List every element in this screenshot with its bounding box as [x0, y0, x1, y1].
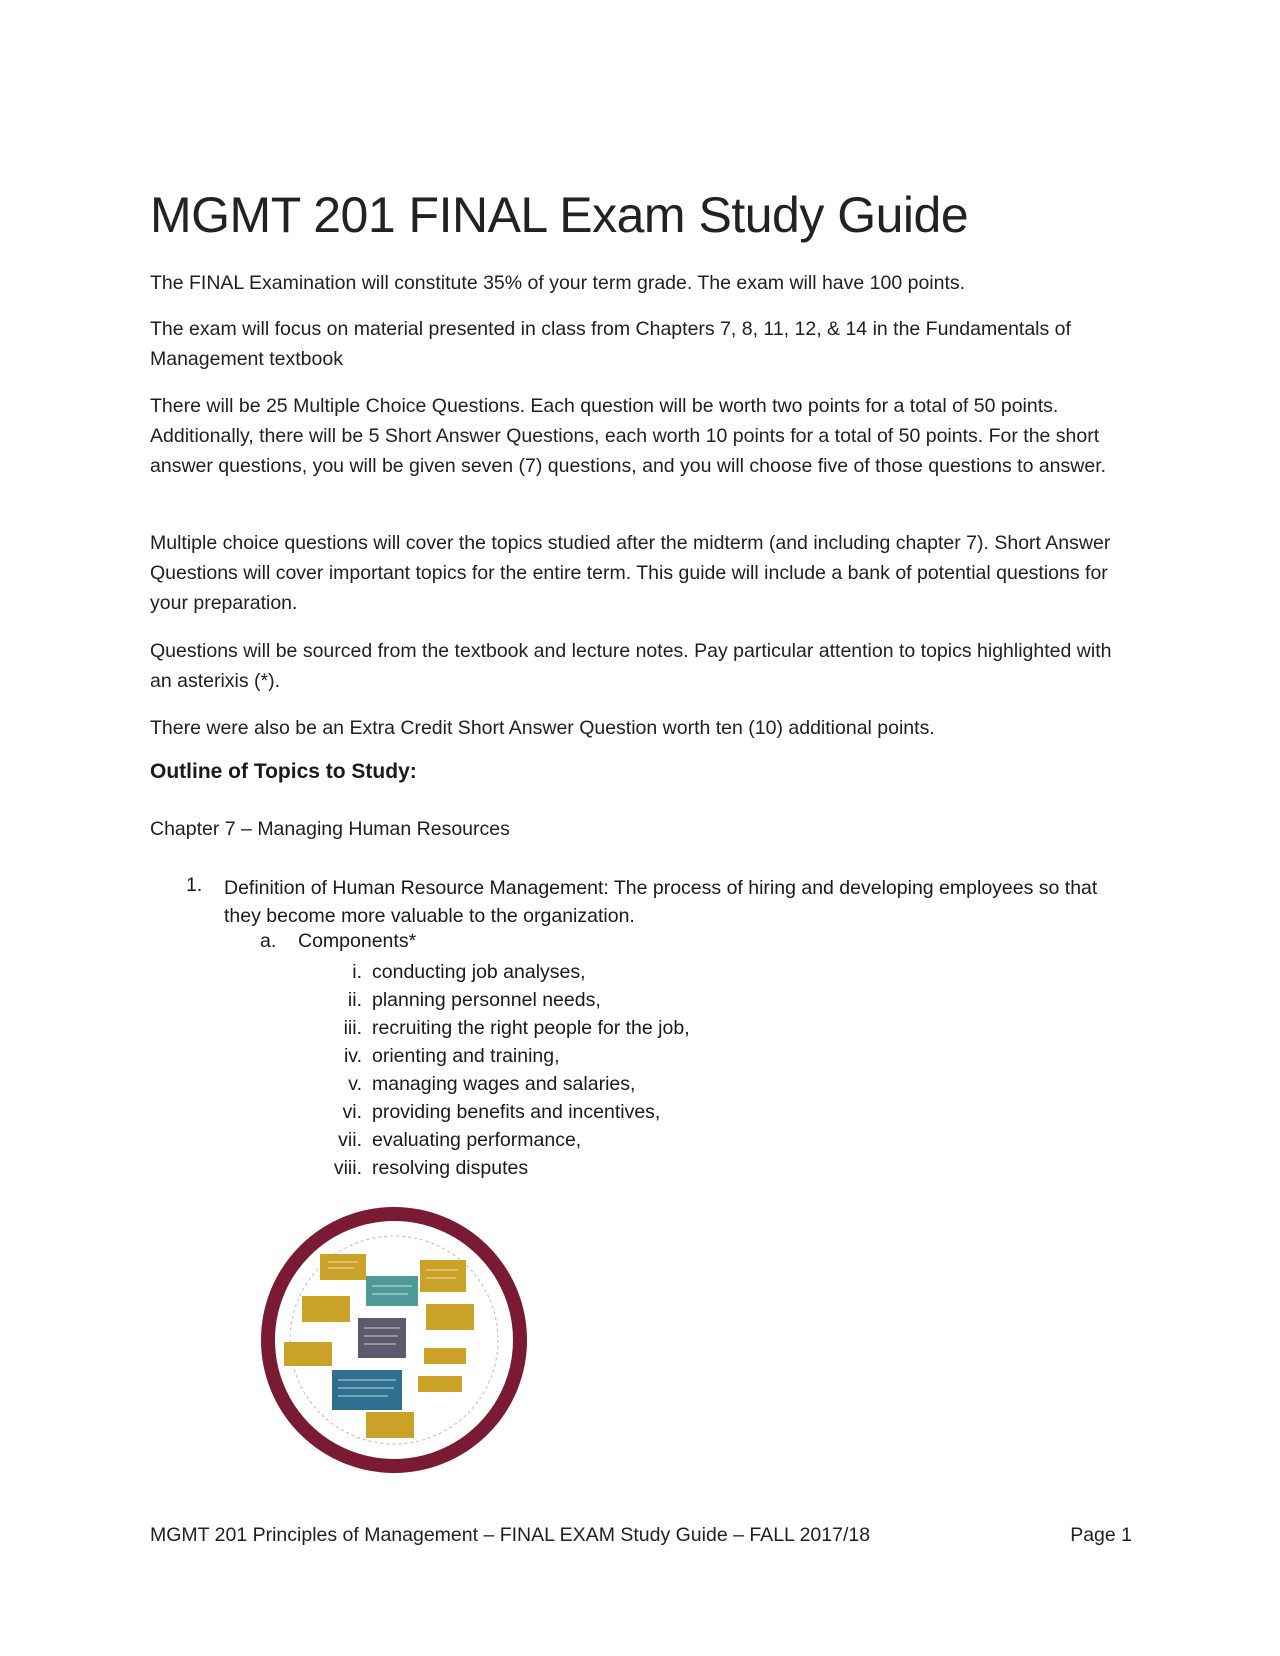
list-item — [300, 1098, 800, 1126]
component-box — [284, 1342, 332, 1366]
list-item — [300, 1042, 800, 1070]
list-item-text: providing benefits and incentives, — [372, 1101, 661, 1123]
paragraph-coverage: Multiple choice questions will cover the topics studied after the midterm (and including chapter 7). Short Answer Questions will cover important topics for the entire term. This guide will include a bank of potential questions for your preparation. — [150, 532, 1111, 614]
list-item-text: recruiting the right people for the job, — [372, 1017, 690, 1039]
center-box — [358, 1318, 406, 1358]
component-box — [320, 1254, 366, 1280]
center-box — [366, 1276, 418, 1306]
list-item-definition: Definition of Human Resource Management: The process of hiring and developing employees so that they become more valuable to the organization. — [224, 877, 1098, 927]
component-box — [424, 1348, 466, 1364]
list-item — [300, 1014, 800, 1042]
list-item-number: ii. — [347, 989, 362, 1011]
center-box — [332, 1370, 402, 1410]
chapter-heading: Chapter 7 – Managing Human Resources — [150, 818, 510, 840]
list-item-number: iv. — [343, 1045, 362, 1067]
list-item-text: managing wages and salaries, — [372, 1073, 636, 1095]
list-number: 1. — [186, 874, 203, 896]
list-item — [300, 1070, 800, 1098]
paragraph-sources: Questions will be sourced from the textbook and lecture notes. Pay particular attention to topics highlighted with an asterixis (*). — [150, 640, 1112, 692]
list-item-text: conducting job analyses, — [372, 961, 586, 983]
paragraph-chapters: The exam will focus on material presented in class from Chapters 7, 8, 11, 12, & 14 in the Fundamentals of Management textbook — [150, 318, 1071, 370]
footer-page-number: Page 1 — [1070, 1524, 1132, 1546]
paragraph-exam-weight: The FINAL Examination will constitute 35% of your term grade. The exam will have 100 points. — [150, 272, 966, 294]
list-item — [300, 958, 800, 986]
sub-list-components: Components* — [298, 930, 417, 952]
section-heading: Outline of Topics to Study: — [150, 760, 417, 783]
list-item-number: viii. — [333, 1157, 362, 1179]
list-item-number: i. — [352, 961, 362, 983]
list-item-text: planning personnel needs, — [372, 989, 601, 1011]
list-item-text: orienting and training, — [372, 1045, 560, 1067]
paragraph-extra-credit: There were also be an Extra Credit Short Answer Question worth ten (10) additional points. — [150, 717, 935, 739]
component-box — [418, 1376, 462, 1392]
page-title: MGMT 201 FINAL Exam Study Guide — [150, 186, 969, 243]
list-item-number: vi. — [342, 1101, 362, 1123]
sub-list-letter: a. — [260, 930, 277, 952]
list-item-text: evaluating performance, — [372, 1129, 582, 1151]
component-box — [426, 1304, 474, 1330]
list-item-number: v. — [348, 1073, 362, 1095]
list-item-number: iii. — [343, 1017, 362, 1039]
component-box — [302, 1296, 350, 1322]
paragraph-question-format: There will be 25 Multiple Choice Questions. Each question will be worth two points for a total of 50 points. Additionally, there will be 5 Short Answer Questions, each worth 10 points for a total of 50 points. For the short answer questions, you will be given seven (7) questions, and you will choose five of those questions to answer. — [150, 395, 1107, 477]
list-item — [300, 1126, 800, 1154]
list-item-text: resolving disputes — [372, 1157, 529, 1179]
hrm-cycle-figure — [258, 1204, 530, 1476]
component-box — [366, 1412, 414, 1438]
component-box — [420, 1260, 466, 1292]
components-list — [300, 958, 800, 1182]
list-item — [300, 986, 800, 1014]
list-item — [300, 1154, 800, 1182]
footer-course: MGMT 201 Principles of Management – FINAL EXAM Study Guide – FALL 2017/18 — [150, 1524, 871, 1546]
list-item-number: vii. — [338, 1129, 362, 1151]
